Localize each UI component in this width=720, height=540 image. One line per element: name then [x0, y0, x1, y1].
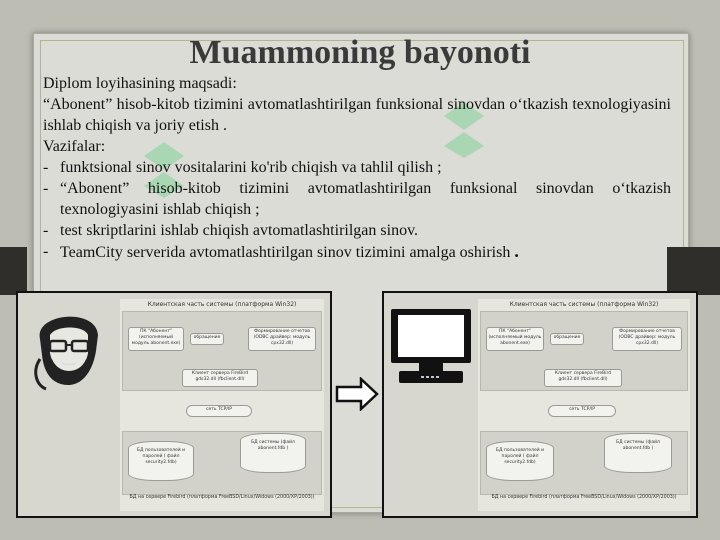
users-db: БД пользователей и паролей ( файл security2.fdb): [128, 441, 194, 481]
task-item: [43, 241, 671, 263]
task-text: funktsional sinov vositalarini ko'rib chiqish va tahlil qilish ;: [60, 159, 442, 176]
task-end-mark: .: [514, 241, 519, 261]
slide-title: Muammoning bayonoti: [189, 34, 531, 71]
right-accent-bar: [667, 247, 720, 295]
slide-body: [43, 73, 671, 263]
list-dash: -: [43, 222, 49, 239]
goal-text: “Abonent” hisob-kitob tizimini avtomatlashtirilgan funksional sinovdan o‘tkazish texnologiyasini ishlab chiqish va joriy etish .: [43, 96, 671, 134]
task-item: [43, 220, 671, 241]
pc-abonent-box: ПК "Абонент" (исполняемый модуль abonent.exe): [128, 327, 184, 351]
goal-heading: Diplom loyihasining maqsadi:: [43, 75, 237, 92]
list-dash: -: [43, 243, 49, 260]
list-dash: -: [43, 180, 49, 197]
system-db: БД системы (файл abonent.fdb ): [240, 433, 306, 473]
bearded-man-avatar-icon: [26, 305, 112, 391]
diagram-title: Клиентская часть системы (платформа Win32): [147, 301, 297, 308]
reports-box: Формирование отчетов (ODBC драйвер: модуль cpx32.dll): [612, 327, 682, 351]
tcpip-network: сеть TCP/IP: [548, 405, 616, 417]
task-text: TeamCity serverida avtomatlashtirilgan sinov tizimini amalga oshirish: [60, 244, 515, 261]
server-note: БД на сервере Firebird (платформа FreeBSD/Linux/Widows (2000/XP/2003)): [491, 495, 677, 500]
server-note: БД на сервере Firebird (платформа FreeBSD/Linux/Widows (2000/XP/2003)): [129, 495, 315, 500]
diagram-title: Клиентская часть системы (платформа Win32): [509, 301, 659, 308]
firebird-client-box: Клиент сервера FireBird gds32.dll (fbclient.dll): [182, 369, 258, 387]
firebird-client-box: Клиент сервера FireBird gds32.dll (fbclient.dll): [544, 369, 622, 387]
users-db: БД пользователей и паролей ( файл security2.fdb): [486, 441, 554, 481]
reports-box: Формирование отчетов (ODBC драйвер: модуль cpx32.dll): [248, 327, 316, 351]
task-text: “Abonent” hisob-kitob tizimini avtomatlashtirilgan funksional sinovdan o‘tkazish texnologiyasini ishlab chiqish ;: [60, 180, 671, 218]
exchange-box: обращение: [550, 333, 584, 345]
system-db: БД системы (файл abonent.fdb ): [604, 433, 672, 473]
left-accent-bar: [0, 247, 27, 295]
architecture-diagram: [120, 299, 324, 511]
pc-abonent-box: ПК "Абонент" (исполняемый модуль abonent.exe): [486, 327, 544, 351]
exchange-box: обращение: [190, 333, 224, 345]
computer-monitor-icon: [389, 307, 473, 387]
tasks-heading: Vazifalar:: [43, 138, 106, 155]
task-text: test skriptlarini ishlab chiqish avtomatlashtirilgan sinov.: [60, 222, 419, 239]
tcpip-network: сеть TCP/IP: [186, 405, 252, 417]
task-item: [43, 157, 671, 178]
architecture-diagram: [478, 299, 690, 511]
right-arrow-icon: [335, 377, 379, 411]
task-item: [43, 178, 671, 220]
list-dash: -: [43, 159, 49, 176]
